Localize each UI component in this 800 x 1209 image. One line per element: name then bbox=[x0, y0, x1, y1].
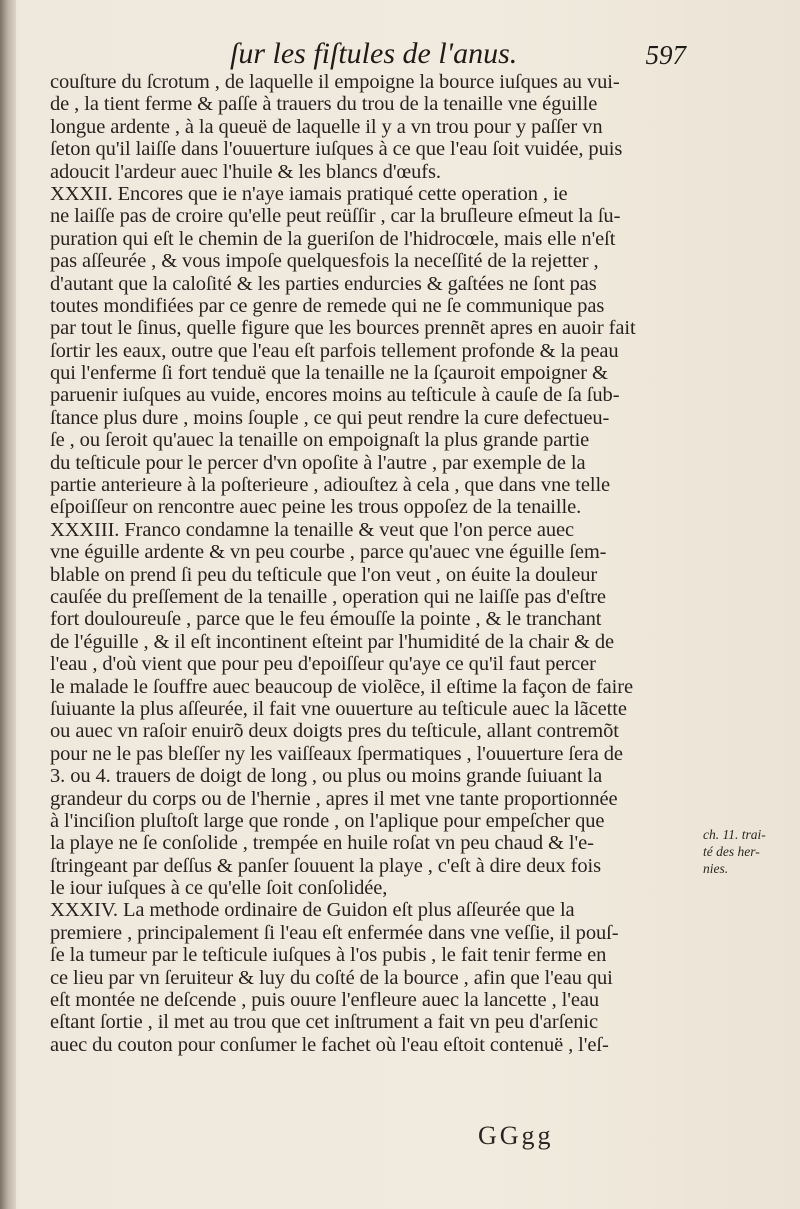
text-line: la playe ne ſe conſolide , trempée en huile roſat vn peu chaud & l'e- bbox=[50, 832, 594, 855]
margin-note-line: nies. bbox=[703, 861, 729, 876]
text-line: toutes mondifiées par ce genre de remede qui ne ſe communique pas bbox=[50, 294, 605, 317]
text-line: eſtant ſortie , il met au trou que cet inſtrument a fait vn peu d'arſenic bbox=[50, 1011, 598, 1034]
text-line: pas aſſeurée , & vous impoſe quelquesfois la neceſſité de la rejetter , bbox=[50, 250, 599, 273]
text-line: le iour iuſques à ce qu'elle ſoit conſolidée, bbox=[50, 877, 388, 900]
text-line: ſtance plus dure , moins ſouple , ce qui peut rendre la cure defectueu- bbox=[50, 406, 610, 429]
text-line: eſt montée ne deſcende , puis ouure l'enfleure auec la lancette , l'eau bbox=[50, 989, 599, 1012]
text-line: pour ne le pas bleſſer ny les vaiſſeaux ſpermatiques , l'ouuerture ſera de bbox=[50, 742, 623, 765]
page-number: 597 bbox=[645, 40, 686, 70]
signature-mark: GGgg bbox=[478, 1121, 554, 1150]
text-line: eſpoiſſeur on rencontre auec peine les trous oppoſez de la tenaille. bbox=[50, 496, 582, 519]
margin-note bbox=[703, 826, 795, 877]
text-line: par tout le ſinus, quelle figure que les bources prennẽt apres en auoir fait bbox=[50, 317, 636, 340]
text-line: ce lieu par vn ſeruiteur & luy du coſté de la bource , afin que l'eau qui bbox=[50, 966, 613, 989]
text-line: blable on prend ſi peu du teſticule que l'on veut , on éuite la douleur bbox=[50, 563, 598, 586]
text-line: vne éguille ardente & vn peu courbe , parce qu'auec vne éguille ſem- bbox=[50, 541, 607, 564]
page-header bbox=[50, 34, 690, 74]
text-line: premiere , principalement ſi l'eau eſt enfermée dans vne veſſie, il pouſ- bbox=[50, 921, 619, 944]
text-line: l'eau , d'où vient que pour peu d'epoiſſeur qu'aye ce qu'il faut percer bbox=[50, 653, 596, 676]
text-line: d'autant que la caloſité & les parties endurcies & gaſtées ne ſont pas bbox=[50, 272, 597, 295]
text-line: XXXIII. Franco condamne la tenaille & veut que l'on perce auec bbox=[50, 518, 575, 541]
text-line: 3. ou 4. trauers de doigt de long , ou plus ou moins grande ſuiuant la bbox=[50, 765, 603, 788]
text-line: de l'éguille , & il eſt incontinent eſteint par l'humidité de la chair & de bbox=[50, 630, 615, 653]
text-line: qui l'enferme ſi fort tenduë que la tenaille ne la ſçauroit empoigner & bbox=[50, 362, 608, 385]
text-line: de , la tient ferme & paſſe à trauers du trou de la tenaille vne éguille bbox=[50, 93, 598, 116]
text-line: ſuiuante la plus aſſeurée, il fait vne ouuerture au teſticule auec la lãcette bbox=[50, 697, 627, 720]
margin-note-line: té des her- bbox=[703, 844, 760, 859]
running-title: ſur les fiſtules de l'anus. bbox=[230, 37, 518, 70]
text-line: ou auec vn raſoir enuirõ deux doigts pres du teſticule, allant contremõt bbox=[50, 720, 619, 743]
text-line: grandeur du corps ou de l'hernie , apres il met vne tante proportionnée bbox=[50, 787, 618, 810]
text-line: à l'inciſion pluſtoſt large que ronde , on l'aplique pour empeſcher que bbox=[50, 809, 605, 832]
text-line: puration qui eſt le chemin de la gueriſon de l'hidrocœle, mais elle n'eſt bbox=[50, 227, 616, 250]
text-line: ſeton qu'il laiſſe dans l'ouuerture iuſques à ce que l'eau ſoit vuidée, puis bbox=[50, 138, 623, 161]
text-line: ne laiſſe pas de croire qu'elle peut reüſſir , car la bruſleure eſmeut la ſu- bbox=[50, 205, 621, 228]
text-line: le malade le ſouffre auec beaucoup de violẽce, il eſtime la façon de faire bbox=[50, 675, 633, 698]
text-line: cauſée du preſſement de la tenaille , operation qui ne laiſſe pas d'eſtre bbox=[50, 585, 606, 608]
text-line: auec du couton pour conſumer le fachet où l'eau eſtoit contenuë , l'eſ- bbox=[50, 1033, 609, 1056]
text-line: ſtringeant par deſſus & panſer ſouuent la playe , c'eſt à dire deux fois bbox=[50, 854, 601, 877]
text-line: XXXII. Encores que ie n'aye iamais pratiqué cette operation , ie bbox=[50, 182, 568, 205]
margin-note-line: ch. 11. trai- bbox=[703, 827, 766, 842]
body-text bbox=[50, 71, 696, 1056]
text-line: ſe , ou ſeroit qu'auec la tenaille on empoignaſt la plus grande partie bbox=[50, 429, 590, 452]
text-line: ſortir les eaux, outre que l'eau eſt parfois tellement profonde & la peau bbox=[50, 339, 619, 362]
text-line: du teſticule pour le percer d'vn opoſite à l'autre , par exemple de la bbox=[50, 451, 586, 474]
text-line: couſture du ſcrotum , de laquelle il empoigne la bource iuſques au vui- bbox=[50, 71, 620, 93]
text-line: partie anterieure à la poſterieure , adiouſtez à cela , que dans vne telle bbox=[50, 474, 611, 497]
text-line: XXXIV. La methode ordinaire de Guidon eſt plus aſſeurée que la bbox=[50, 899, 575, 922]
text-line: longue ardente , à la queuë de laquelle il y a vn trou pour y paſſer vn bbox=[50, 115, 603, 138]
text-line: paruenir iuſques au vuide, encores moins au teſticule à cauſe de ſa ſub- bbox=[50, 384, 620, 407]
text-line: adoucit l'ardeur auec l'huile & les blancs d'œufs. bbox=[50, 160, 441, 183]
page-binding-shadow bbox=[0, 0, 16, 1209]
text-line: fort douloureuſe , parce que le feu émouſſe la pointe , & le tranchant bbox=[50, 608, 602, 631]
text-line: ſe la tumeur par le teſticule iuſques à l'os pubis , le fait tenir ferme en bbox=[50, 944, 607, 967]
